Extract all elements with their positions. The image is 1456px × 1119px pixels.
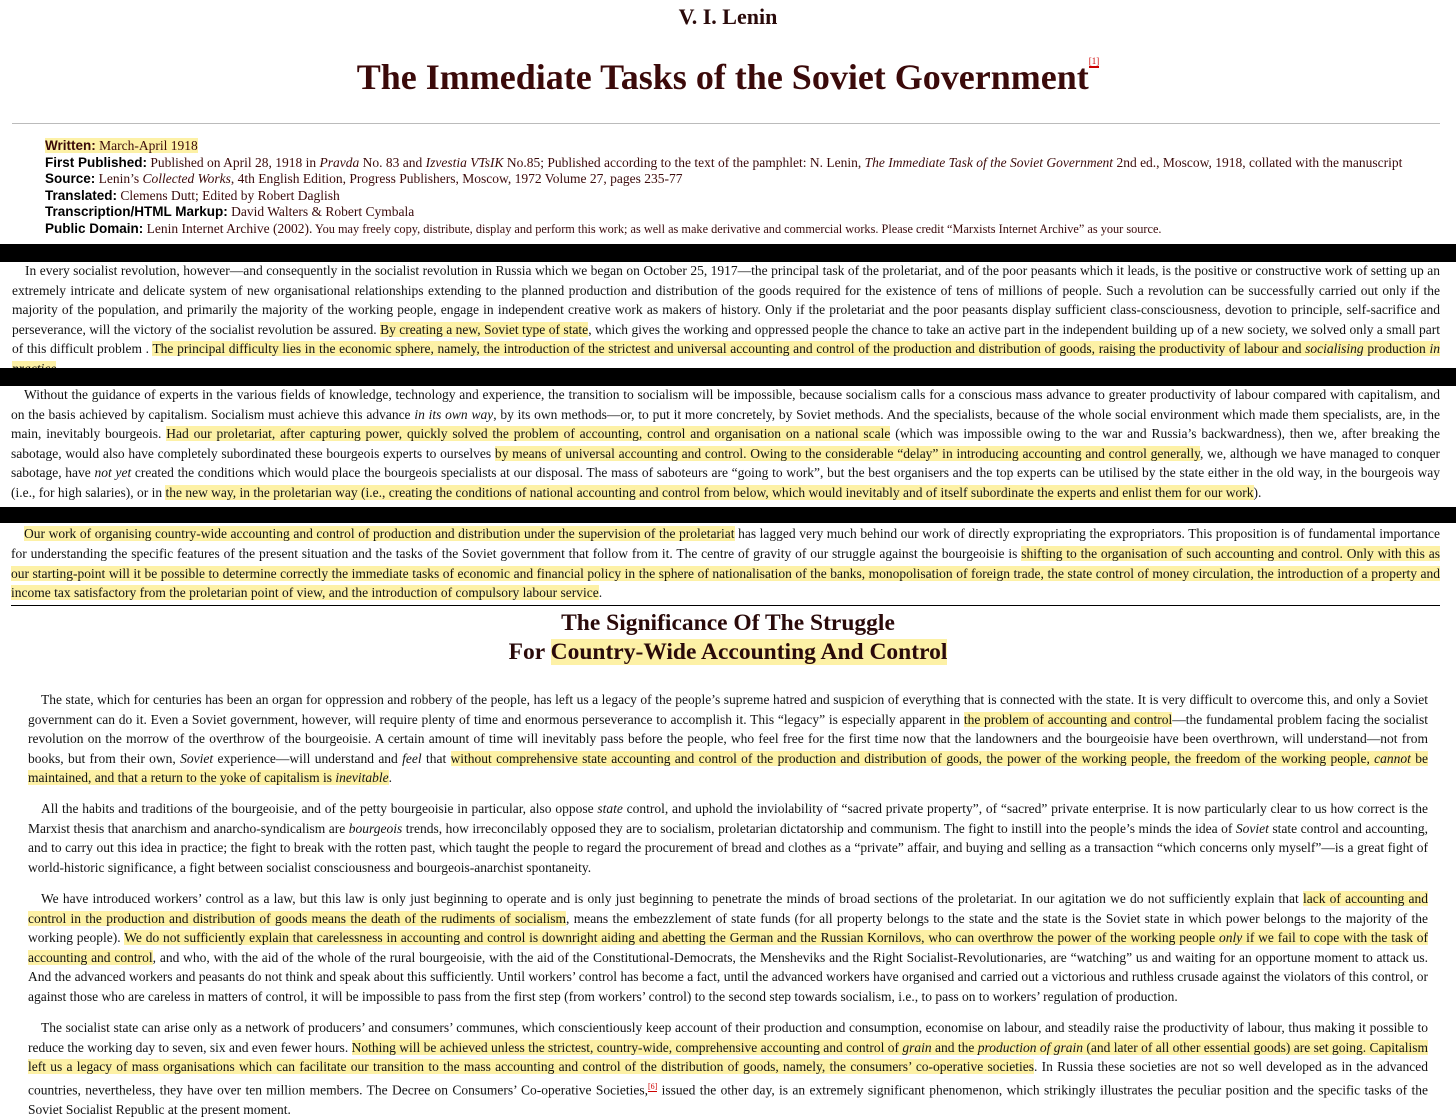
transcription-label: Transcription/HTML Markup: bbox=[45, 204, 228, 219]
section-paragraph-4: The socialist state can arise only as a network of producers’ and consumers’ communes, which conscientiously keep account of their production and consumption, economise on labour, and steadily raise the productivity of labour, thus making it possible to reduce the working day to seven, six and even fewer hours. Nothing will be achieved unless the strictest, country-wide, comprehensive accounting and control of grain and the production of grain (and later of all other essential goods) are set going. Capitalism left us a legacy of mass organisations which can facilitate our transition to the mass accounting and control of the distribution of goods, namely, the consumers’ co-operative societies. In Russia these societies are not so well developed as in the advanced countries, nevertheless, they have over ten million members. The Decree on Consumers’ Co-operative Societies,[6] issued the other day, is an extremely significant phenomenon, which strikingly illustrates the peculiar position and the specific tasks of the Soviet Socialist Republic at the present moment. bbox=[28, 1020, 1428, 1117]
source-line bbox=[45, 171, 1440, 188]
written-label: Written: bbox=[45, 138, 96, 153]
translated-value: Clemens Dutt; Edited by Robert Daglish bbox=[120, 187, 340, 203]
source-text: , 4th English Edition, Progress Publishers, Moscow, 1972 Volume 27, pages 235-77 bbox=[230, 171, 683, 186]
title-text: The Immediate Tasks of the Soviet Government bbox=[356, 57, 1089, 97]
first-published-line bbox=[45, 155, 1440, 172]
highlight: lack of accounting and control in the production and distribution of goods means the death of the rudiments of socialism bbox=[28, 891, 1429, 926]
section-heading bbox=[0, 609, 1456, 666]
highlight: By creating a new, Soviet type of state bbox=[380, 321, 589, 337]
highlight: The principal difficulty lies in the economic sphere, namely, the introduction of the strictest and universal accounting and control of the production and distribution of goods, raising the productivity of labour and socialising production in bbox=[12, 341, 1440, 376]
section-heading-line-2: For Country-Wide Accounting And Control bbox=[508, 638, 948, 665]
fp-text: No.85; Published according to the text of the pamphlet: N. Lenin, bbox=[503, 154, 865, 170]
first-published-label: First Published: bbox=[45, 154, 148, 170]
source-text: Lenin’s bbox=[98, 171, 143, 186]
header-divider bbox=[12, 123, 1440, 124]
highlight: Country-Wide Accounting And Control bbox=[550, 638, 948, 665]
source-label: Source: bbox=[45, 171, 96, 186]
written-line bbox=[45, 138, 1440, 155]
footnote-link-1[interactable]: [1] bbox=[1088, 56, 1100, 66]
translated-label: Translated: bbox=[45, 187, 118, 203]
fp-text: 2nd ed., Moscow, 1918, collated with the manuscript bbox=[1113, 154, 1403, 170]
paragraph-1: In every socialist revolution, however—and consequently in the socialist revolution in Russia which we began on October 25, 1917—the principal task of the proletariat, and of the poor peasants which it leads, is the positive or constructive work of setting up an extremely intricate and delicate system of new organisational relationships extending to the planned production and distribution of the goods required for the existence of tens of millions of people. Such a revolution can be successfully carried out only if the majority of the population, and primarily the majority of the working people, engage in independent creative work as makers of history. Only if the proletariat and the poor peasants display sufficient class-consciousness, devotion to principle, self-sacrifice and perseverance, will the victory of the socialist revolution be assured. By creating a new, Soviet type of state, which gives the working and oppressed people the chance to take an active part in the independent building up of a new society, we solved only a small part of this difficult problem . The principal difficulty lies in the economic sphere, namely, the introduction of the strictest and universal accounting and control of the production and distribution of goods, raising the productivity of labour and socialising production in bbox=[12, 261, 1440, 379]
section-paragraph-1: The state, which for centuries has been an organ for oppression and robbery of the people, has left us a legacy of the people’s supreme hatred and suspicion of everything that is connected with the state. It is very difficult to overcome this, and only a Soviet government can do it. Even a Soviet government, however, will require plenty of time and enormous perseverance to accomplish it. This “legacy” is especially apparent in the problem of accounting and control—the fundamental problem facing the socialist revolution on the morrow of the overthrow of the bourgeoisie. A certain amount of time will inevitably pass before the people, who feel free for the first time now that the landowners and the bourgeoisie have been overthrown, will understand—not from books, but from their own, Soviet experience—will understand and feel that without comprehensive state accounting and control of the production and distribution of goods, the power of the working people, the freedom of the working people, cannot be maintained, and that a return to the yoke of capitalism is inevitable. bbox=[28, 692, 1428, 785]
paragraph-2: Without the guidance of experts in the various fields of knowledge, technology and experience, the transition to socialism will be impossible, because socialism calls for a conscious mass advance to greater productivity of labour compared with capitalism, and on the basis achieved by capitalism. Socialism must achieve this advance in its own way, by its own methods—or, to put it more concretely, by Soviet methods. And the specialists, because of the whole social environment which made them specialists, are, in the main, inevitably bourgeois. Had our proletariat, after capturing power, quickly solved the problem of accounting, control and organisation on a national scale (which was impossible owing to the war and Russia’s backwardness), then we, after breaking the sabotage, would also have completely subordinated these bourgeois experts to ourselves by means of universal accounting and control. Owing to the considerable “delay” in introducing accounting and control generally, we, although we have managed to conquer sabotage, have not yet created the conditions which would place the bourgeois specialists at our disposal. The mass of saboteurs are “going to work”, but the best organisers and the top experts can be utilised by the state either in the old way, in the bourgeois way (i.e., for high salaries), or in the new way, in the proletarian way (i.e., creating the conditions of national accounting and control from below, which would inevitably and of itself subordinate the experts and enlist them for our work). bbox=[11, 387, 1441, 500]
highlight: the problem of accounting and control bbox=[963, 711, 1173, 727]
public-domain-note: You may freely copy, distribute, display and perform this work; as well as make derivative and commercial works. Please credit “Marxists Internet Archive” as your source. bbox=[312, 221, 1162, 236]
section-bar bbox=[0, 244, 1456, 262]
fp-text: Published on April 28, 1918 in bbox=[150, 154, 320, 170]
public-domain-value: Lenin Internet Archive (2002). bbox=[146, 220, 313, 236]
section-heading-line-1: The Significance Of The Struggle bbox=[561, 610, 895, 636]
paragraph-3: Our work of organising country-wide accounting and control of production and distribution under the supervision of the proletariat has lagged very much behind our work of directly expropriating the expropriators. This proposition is of fundamental importance for understanding the specific features of the present situation and the tasks of the Soviet government that follow from it. The centre of gravity of our struggle against the bourgeoisie is shifting to the organisation of such accounting and control. Only with this as our starting-point will it be possible to determine correctly the immediate tasks of economic and financial policy in the sphere of nationalisation of the banks, monopolisation of foreign trade, the state control of money circulation, the introduction of a property and income tax satisfactory from the proletarian point of view, and the introduction of compulsory labour service. bbox=[11, 524, 1440, 606]
highlight: by means of universal accounting and control. Owing to the considerable “delay” in introducing accounting and control generally bbox=[494, 445, 1201, 461]
section-paragraph-2: All the habits and traditions of the bourgeoisie, and of the petty bourgeoisie in particular, also oppose state control, and uphold the inviolability of “sacred private property”, of “sacred” private enterprise. It is now particularly clear to us how correct is the Marxist thesis that anarchism and anarcho-syndicalism are bourgeois trends, how irreconcilably opposed they are to socialism, proletarian dictatorship and communism. The fight to instill into the people’s minds the idea of Soviet state control and accounting, and to carry out this idea in practice; the fight to break with the rotten past, which taught the people to regard the procurement of bread and clothes as a “private” affair, and buying and selling as a transaction “which concerns only myself”—is a great fight of world-historic significance, a fight between socialist consciousness and bourgeois-anarchist spontaneity. bbox=[28, 801, 1428, 875]
transcription-value: David Walters & Robert Cymbala bbox=[231, 204, 415, 219]
source-collected-works: Collected Works bbox=[142, 171, 231, 186]
fp-pravda: Pravda bbox=[319, 154, 360, 170]
section-bar bbox=[0, 368, 1456, 386]
highlight: without comprehensive state accounting and control of the production and distribution of goods, the power of the working people, the freedom of the working people, cannot be maintained, and that a return to the yoke of capitalism is inevitable bbox=[28, 750, 1428, 785]
fp-izvestia: Izvestia VTsIK bbox=[425, 154, 504, 170]
highlight: Had our proletariat, after capturing power, quickly solved the problem of accounting, control and organisation on a national scale bbox=[166, 426, 891, 442]
publication-info bbox=[45, 138, 1440, 237]
transcription-line bbox=[45, 204, 1440, 221]
public-domain-line bbox=[45, 221, 1440, 238]
written-value: March-April 1918 bbox=[99, 138, 198, 153]
author-heading: V. I. Lenin bbox=[678, 4, 778, 29]
section-bar bbox=[0, 507, 1456, 523]
fp-pamphlet: The Immediate Task of the Soviet Government bbox=[864, 154, 1114, 170]
highlight: the new way, in the proletarian way (i.e., creating the conditions of national accounting and control from below, which would inevitably and of itself subordinate the experts and enlist them for our work bbox=[165, 484, 1254, 500]
highlight: We do not sufficiently explain that carelessness in accounting and control is downright aiding and abetting the German and the Russian Kornilovs, who can overthrow the power of the working people only if we fail to cope with the task of accounting and control bbox=[28, 930, 1429, 965]
fp-text: No. 83 and bbox=[359, 154, 426, 170]
highlight: shifting to the organisation of such accounting and control. Only with this as our starting-point will it be possible to determine correctly the immediate tasks of economic and financial policy in the sphere of nationalisation of the banks, monopolisation of foreign trade, the state control of money circulation, the introduction of a property and income tax satisfactory from the proletarian point of view, and the introduction of compulsory labour service bbox=[11, 545, 1440, 601]
highlight: Our work of organising country-wide accounting and control of production and distribution under the supervision of the proletariat bbox=[24, 526, 735, 541]
footnote-link-6[interactable]: [6] bbox=[647, 1081, 658, 1091]
section-paragraph-3: We have introduced workers’ control as a law, but this law is only just beginning to operate and is only just beginning to penetrate the minds of broad sections of the proletariat. In our agitation we do not sufficiently explain that lack of accounting and control in the production and distribution of goods means the death of the rudiments of socialism, means the embezzlement of state funds (for all property belongs to the state and the state is the Soviet state in which power belongs to the majority of the working people). We do not sufficiently explain that carelessness in accounting and control is downright aiding and abetting the German and the Russian Kornilovs, who can overthrow the power of the working people only if we fail to cope with the task of accounting and control, and who, with the aid of the whole of the rural bourgeoisie, with the aid of the Constitutional-Democrats, the Mensheviks and the Right Socialist-Revolutionaries, are “watching” us and waiting for an opportune moment to attack us. And the advanced workers and peasants do not think and speak about this sufficiently. Until workers’ control has become a fact, until the advanced workers have organised and carried out a victorious and ruthless crusade against the violators of this control, or against those who are careless in matters of control, it will be impossible to pass from the first step (from workers’ control) to the second step towards socialism, i.e., to pass on to workers’ regulation of production. bbox=[28, 891, 1429, 1004]
translated-line bbox=[45, 188, 1440, 205]
page-title bbox=[0, 56, 1456, 98]
public-domain-label: Public Domain: bbox=[45, 220, 144, 236]
highlight: Nothing will be achieved unless the strictest, country-wide, comprehensive accounting and control of grain and the production of grain (and later of all other essential goods) are set going. Capitalism left us a legacy of mass organisations which can facilitate our transition to the mass accounting and control of the distribution of goods, namely, the consumers’ co-operative societies bbox=[28, 1039, 1428, 1074]
